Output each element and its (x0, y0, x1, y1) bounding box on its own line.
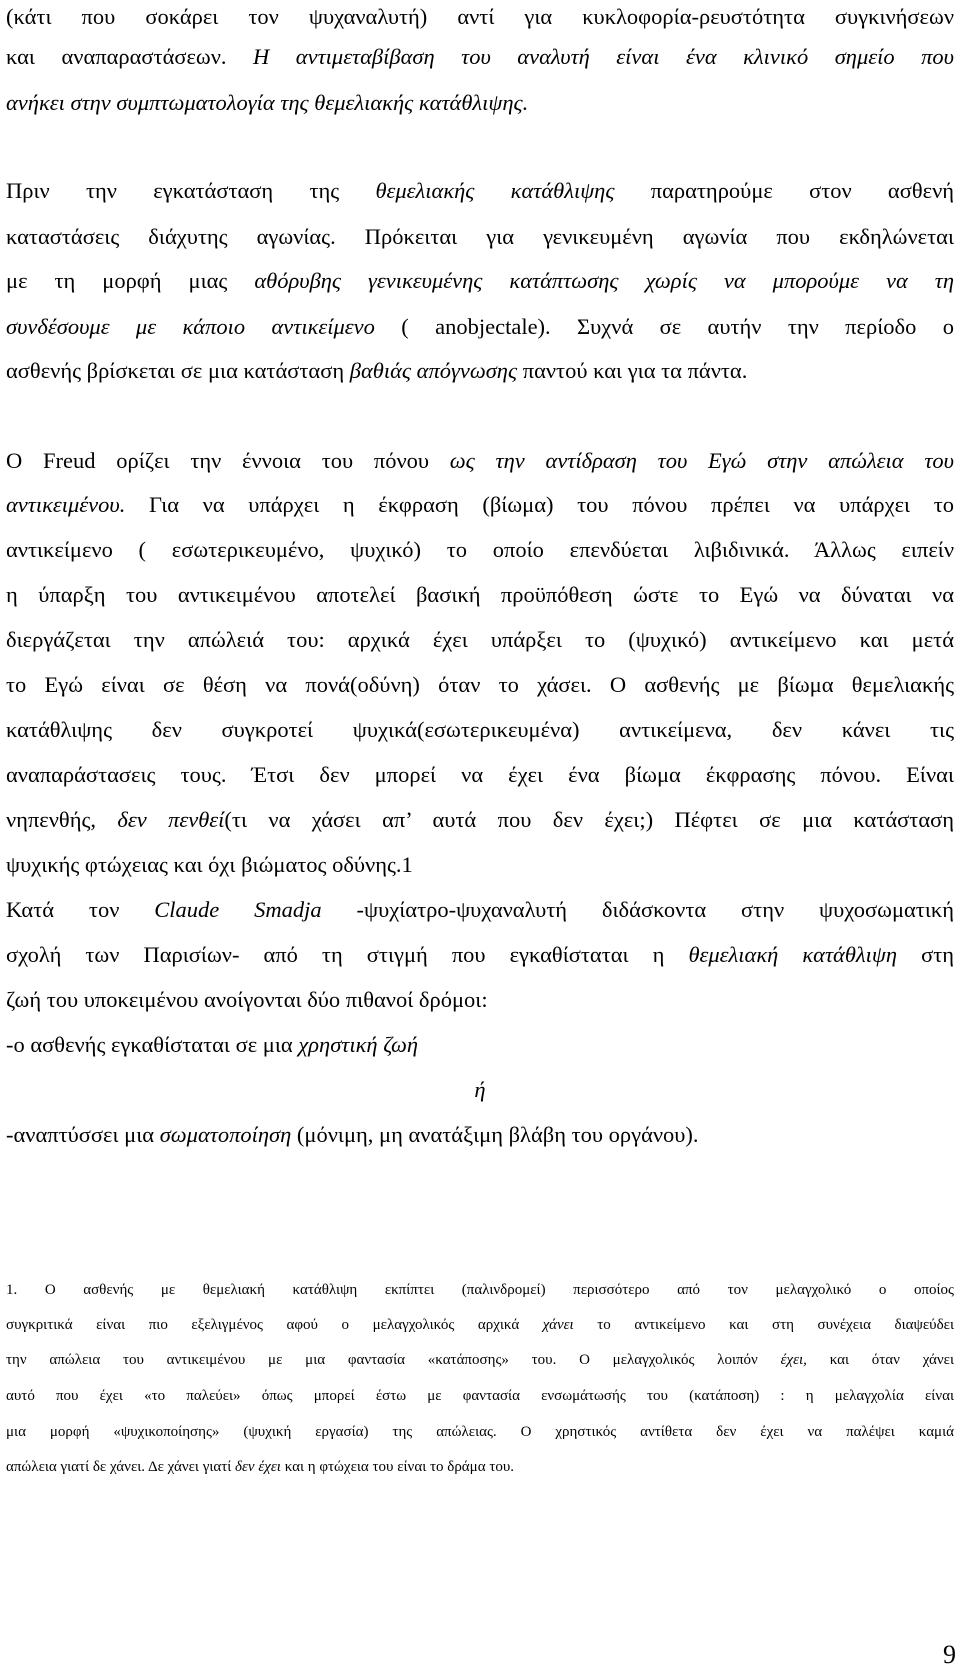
paragraph-3-line-2: αντικειμένου. Για να υπάρχει η έκφραση (βίωμα) του πόνου πρέπει να υπάρχει το (6, 492, 954, 517)
paragraph-1-line-3: ανήκει στην συμπτωματολογία της θεμελιακής κατάθλιψης. (6, 90, 529, 115)
footnote-line-1: 1. Ο ασθενής με θεμελιακή κατάθλιψη εκπίπτει (παλινδρομεί) περισσότερο από τον μελαγχολικό ο οποίος (6, 1282, 954, 1298)
paragraph-3-line-1: O Freud ορίζει την έννοια του πόνου ως την αντίδραση του Εγώ στην απώλεια του (6, 448, 954, 473)
paragraph-4-line-1: Κατά τον Claude Smadja -ψυχίατρο-ψυχαναλυτή διδάσκοντα στην ψυχοσωματική (6, 897, 954, 922)
paragraph-3-line-3: αντικείμενο ( εσωτερικευμένο, ψυχικό) το οποίο επενδύεται λιβιδινικά. Άλλως ειπείν (6, 537, 954, 562)
paragraph-2-line-4: συνδέσουμε με κάποιο αντικείμενο ( anobjectale). Συχνά σε αυτήν την περίοδο ο (6, 314, 954, 339)
paragraph-1-line-2: και αναπαραστάσεων. Η αντιμεταβίβαση του αναλυτή είναι ένα κλινικό σημείο που (6, 44, 954, 69)
paragraph-3-line-10: ψυχικής φτώχειας και όχι βιώματος οδύνης.1 (6, 852, 413, 877)
or-separator: ή (474, 1077, 486, 1102)
paragraph-3-line-5: διεργάζεται την απώλειά του: αρχικά έχει υπάρξει το (ψυχικό) αντικείμενο και μετά (6, 627, 954, 652)
paragraph-4-line-3: ζωή του υποκειμένου ανοίγονται δύο πιθανοί δρόμοι: (6, 987, 488, 1012)
paragraph-2-line-3: με τη μορφή μιας αθόρυβης γενικευμένης κατάπτωσης χωρίς να μπορούμε να τη (6, 268, 954, 293)
paragraph-4-line-4: -ο ασθενής εγκαθίσταται σε μια χρηστική ζωή (6, 1032, 419, 1057)
footnote-line-4: αυτό που έχει «το παλεύει» όπως μπορεί έστω με φαντασία ενσωμάτωσής του (κατάποση) : η μελαγχολία είναι (6, 1388, 954, 1404)
footnote-line-2: συγκριτικά είναι πιο εξελιγμένος αφού ο μελαγχολικός αρχικά χάνει το αντικείμενο και στη συνέχεια διαψεύδει (6, 1317, 955, 1333)
page-number: 9 (943, 1640, 956, 1669)
paragraph-2-line-1: Πριν την εγκατάσταση της θεμελιακής κατάθλιψης παρατηρούμε στον ασθενή (6, 178, 955, 203)
paragraph-3-line-8: αναπαράστασεις τους. Έτσι δεν μπορεί να έχει ένα βίωμα έκφρασης πόνου. Είναι (6, 762, 954, 787)
paragraph-4-line-2: σχολή των Παρισίων- από τη στιγμή που εγκαθίσταται η θεμελιακή κατάθλιψη στη (6, 942, 955, 967)
paragraph-3-line-4: η ύπαρξη του αντικειμένου αποτελεί βασική προϋπόθεση ώστε το Εγώ να δύναται να (6, 582, 954, 607)
paragraph-3-line-9: νηπενθής, δεν πενθεί(τι να χάσει απ’ αυτά που δεν έχει;) Πέφτει σε μια κατάσταση (6, 807, 955, 832)
paragraph-1-line-1: (κάτι που σοκάρει τον ψυχαναλυτή) αντί για κυκλοφορία-ρευστότητα συγκινήσεων (6, 4, 954, 29)
paragraph-3-line-6: το Εγώ είναι σε θέση να πονά(οδύνη) όταν το χάσει. Ο ασθενής με βίωμα θεμελιακής (6, 672, 954, 697)
paragraph-4-line-5: -αναπτύσσει μια σωματοποίηση (μόνιμη, μη ανατάξιμη βλάβη του οργάνου). (6, 1122, 699, 1147)
paragraph-2-line-2: καταστάσεις διάχυτης αγωνίας. Πρόκειται για γενικευμένη αγωνία που εκδηλώνεται (6, 224, 954, 249)
footnote-line-6: απώλεια γιατί δε χάνει. Δε χάνει γιατί δεν έχει και η φτώχεια του είναι το δράμα του. (6, 1459, 515, 1475)
footnote-line-5: μια μορφή «ψυχικοποίησης» (ψυχική εργασία) της απώλειας. Ο χρηστικός αντίθετα δεν έχει να παλέψει καμιά (6, 1424, 954, 1440)
paragraph-3-line-7: κατάθλιψης δεν συγκροτεί ψυχικά(εσωτερικευμένα) αντικείμενα, δεν κάνει τις (6, 717, 954, 742)
paragraph-2-line-5: ασθενής βρίσκεται σε μια κατάσταση βαθιάς απόγνωσης παντού και για τα πάντα. (6, 358, 748, 383)
footnote-line-3: την απώλεια του αντικειμένου με μια φαντασία «κατάποσης» του. Ο μελαγχολικός λοιπόν έχει, και όταν χάνει (6, 1352, 955, 1368)
